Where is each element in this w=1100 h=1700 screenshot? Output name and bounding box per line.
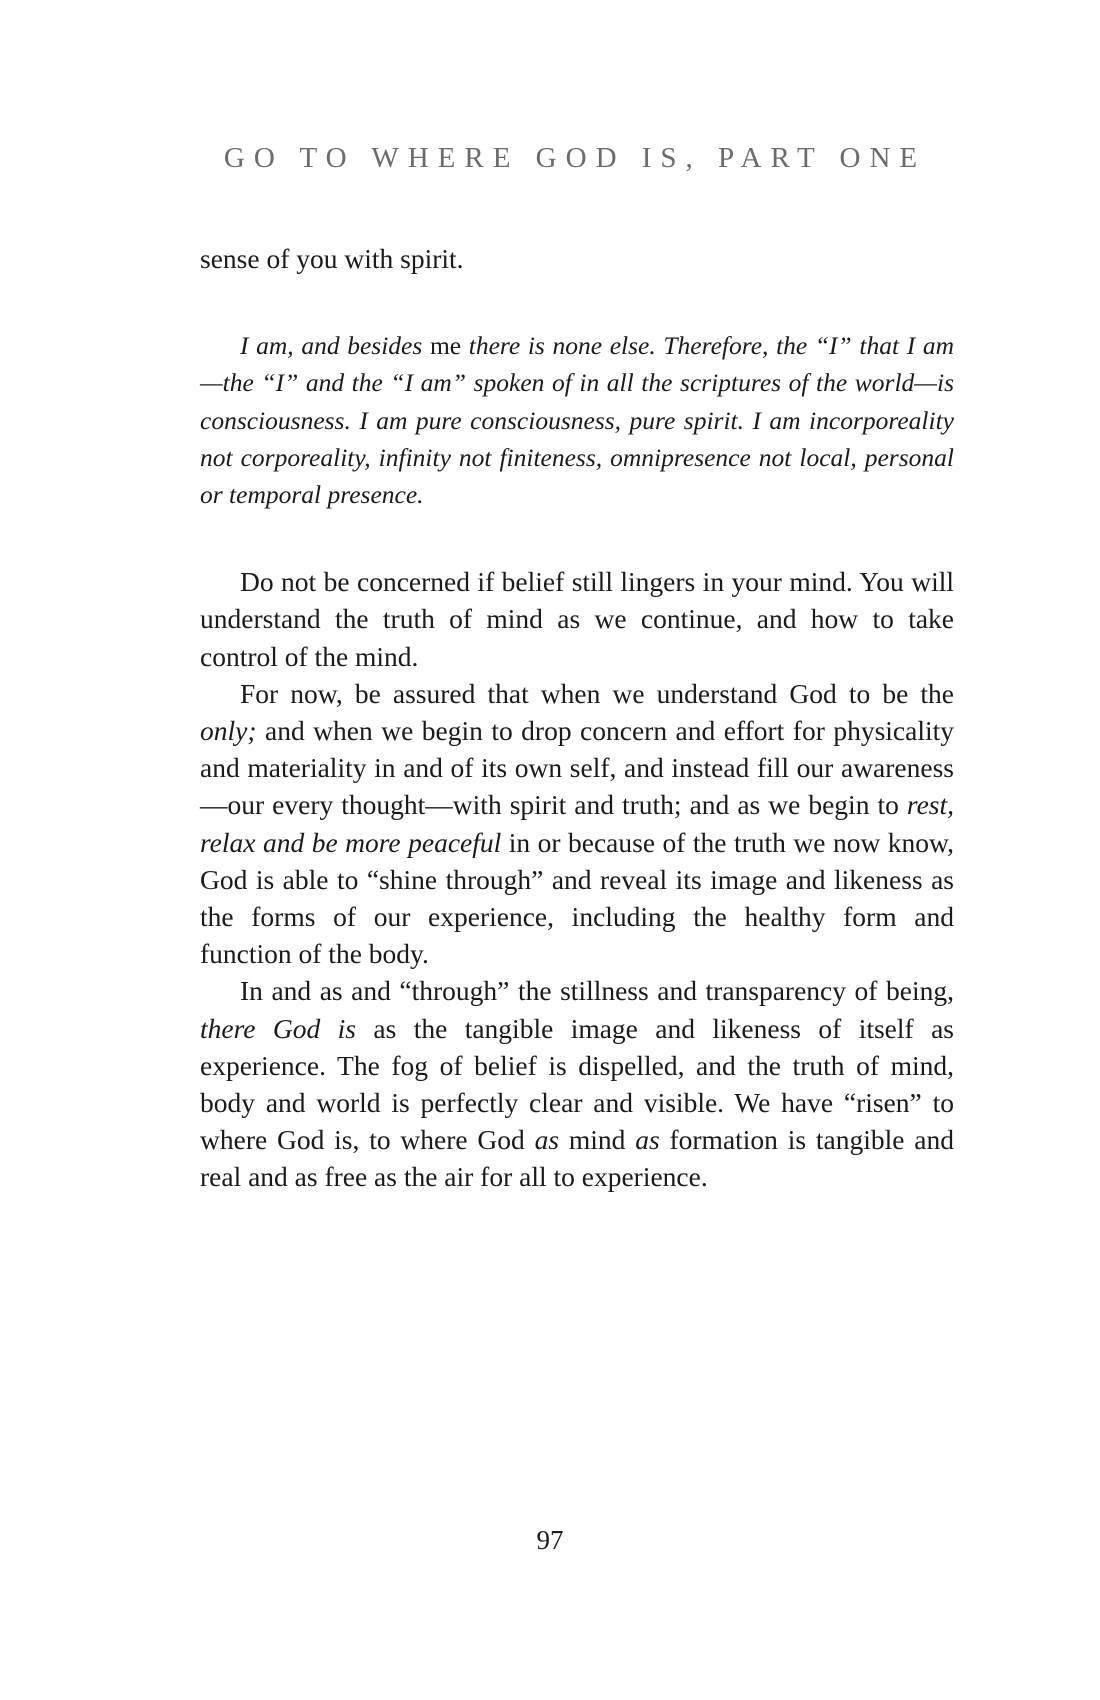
emphasis: there God is xyxy=(200,1012,356,1044)
paragraph xyxy=(200,675,954,973)
text-run: mind xyxy=(559,1124,636,1156)
page-number: 97 xyxy=(536,1525,564,1555)
paragraph-continuation: sense of you with spirit. xyxy=(200,243,464,274)
paragraph: Do not be concerned if belief still lingers in your mind. You will understand the truth of mind as we continue, and how to take control of the mind. xyxy=(200,566,954,672)
emphasis: as xyxy=(534,1124,560,1156)
text-run: For now, be assured that when we understand God to be the xyxy=(240,677,954,709)
running-head: GO TO WHERE GOD IS, PART ONE xyxy=(223,142,927,174)
body-text xyxy=(200,240,954,1196)
text-run: formation is tangible and real and as free as the air for all to experience. xyxy=(200,1124,955,1193)
quote-part: I am, xyxy=(240,331,294,361)
quote-part: and besides xyxy=(293,331,430,361)
text-run: and when we begin to drop concern and effort for physicality and materiality in and of its own self, and instead fill our awareness—our every thought—with spirit and truth; and as we begin to xyxy=(200,715,954,821)
text-run: as the tangible image and likeness of itself as experience. The fog of belief is dispelled, and the truth of mind, body and world is perfectly clear and visible. We have “risen” to where God is, to where God xyxy=(200,1012,955,1156)
quote-part: there is none else. Therefore, the “I” that I am—the “I” and the “I am” spoken of in all the scriptures of the world—is consciousness. I am pure consciousness, pure spirit. I am incorporeality not corporeality, infinity not finiteness, omnipresence not local, personal or temporal presence. xyxy=(200,331,954,510)
quote-part-roman: me xyxy=(429,331,462,361)
emphasis: as xyxy=(635,1124,660,1156)
emphasis: only; xyxy=(200,715,257,747)
block-quote xyxy=(200,327,954,513)
text-run: in or because of the truth we now know, God is able to “shine through” and reveal its image and likeness as the forms of our experience, including the healthy form and function of the body. xyxy=(200,826,954,970)
text-run: In and as and “through” the stillness and transparency of being, xyxy=(240,975,954,1007)
paragraph xyxy=(200,972,954,1195)
emphasis: rest, relax and be more peaceful xyxy=(200,789,954,858)
